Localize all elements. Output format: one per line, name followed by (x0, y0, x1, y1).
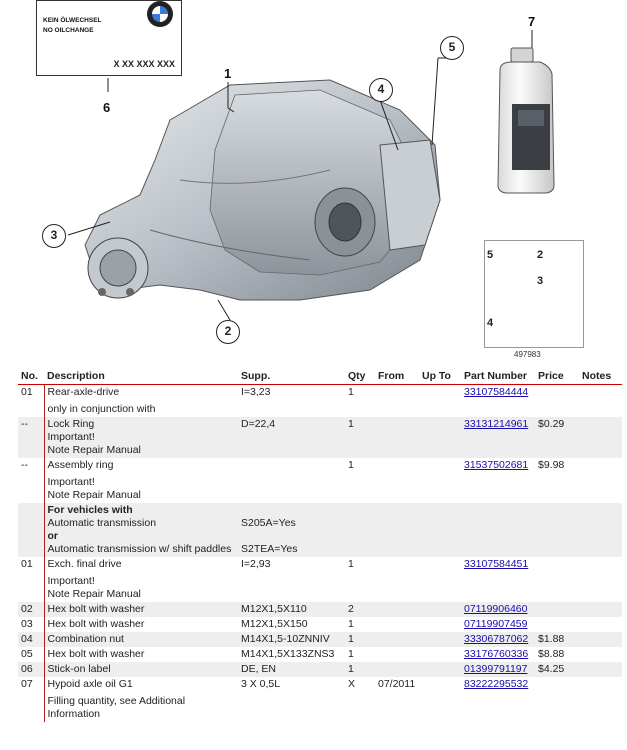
row-qty: 1 (345, 632, 375, 647)
part-number-link[interactable]: 33306787062 (464, 632, 529, 645)
row-description (44, 503, 238, 557)
part-number-link[interactable]: 33107584444 (464, 385, 529, 398)
row-qty: 1 (348, 458, 354, 471)
part-number-link[interactable]: 33131214961 (464, 417, 529, 430)
row-upto (419, 503, 461, 557)
header-notes: Notes (579, 369, 622, 384)
row-qty: 1 (348, 557, 354, 570)
row-description (44, 384, 238, 417)
row-qty: X (348, 677, 356, 690)
row-no: 01 (21, 385, 33, 398)
header-part-number: Part Number (461, 369, 535, 384)
row-price: $0.29 (535, 417, 579, 458)
row-notes (579, 417, 622, 458)
supp-line: S2TEA=Yes (241, 542, 298, 555)
row-qty (345, 503, 375, 557)
row-description (44, 458, 238, 503)
desc-line: Assembly ring (47, 458, 114, 471)
row-no: 06 (18, 662, 44, 677)
row-notes (579, 557, 622, 602)
row-price (535, 677, 579, 722)
row-no: 02 (18, 602, 44, 617)
row-from (375, 458, 419, 503)
row-upto (419, 384, 461, 417)
label-line-1: KEIN ÖLWECHSEL (43, 17, 102, 24)
row-qty: 1 (345, 662, 375, 677)
part-number-link[interactable]: 83222295532 (464, 677, 529, 690)
row-supp: 3 X 0,5L (241, 677, 281, 690)
row-price (535, 617, 579, 632)
row-from (375, 647, 419, 662)
row-description: Hex bolt with washer (44, 617, 238, 632)
figure-id: 497983 (514, 350, 541, 359)
table-row (18, 458, 622, 503)
row-price (535, 557, 579, 602)
part-number-link[interactable]: 31537502681 (464, 458, 529, 471)
desc-line: Note Repair Manual (47, 443, 141, 456)
row-upto (419, 557, 461, 602)
row-supp: M12X1,5X150 (241, 617, 308, 630)
label-code: X XX XXX XXX (113, 59, 175, 69)
row-part-number (461, 503, 535, 557)
row-description (44, 417, 238, 458)
callout-1[interactable]: 1 (224, 66, 232, 81)
table-header-row (18, 369, 622, 384)
row-no: 03 (21, 617, 33, 630)
row-upto (419, 662, 461, 677)
row-no: 07 (21, 677, 33, 690)
row-qty: 1 (345, 417, 375, 458)
desc-line: Important! (47, 430, 95, 443)
row-qty: 1 (348, 385, 354, 398)
parts-table (18, 369, 622, 722)
desc-line: For vehicles with (47, 503, 133, 516)
header-description: Description (44, 369, 238, 384)
table-row (18, 503, 622, 557)
row-upto (419, 617, 461, 632)
desc-line: only in conjunction with (47, 402, 156, 415)
row-from: 07/2011 (378, 677, 416, 690)
callout-6[interactable]: 6 (103, 100, 111, 115)
hardware-detail-box (484, 240, 584, 348)
row-no: 01 (21, 557, 33, 570)
row-notes (579, 677, 622, 722)
row-from (375, 417, 419, 458)
desc-line: Information (47, 707, 101, 720)
desc-line: Rear-axle-drive (47, 385, 120, 398)
table-row (18, 602, 622, 617)
desc-line: Important! (47, 475, 95, 488)
table-row (18, 557, 622, 602)
parts-diagram (0, 0, 627, 366)
row-from (375, 617, 419, 632)
desc-line: Hypoid axle oil G1 (47, 677, 133, 690)
row-upto (419, 417, 461, 458)
row-price (535, 602, 579, 617)
row-from (375, 632, 419, 647)
row-price: $9.98 (538, 458, 565, 471)
table-row (18, 632, 622, 647)
part-number-link[interactable]: 33176760336 (464, 647, 529, 660)
row-from (375, 384, 419, 417)
row-qty: 2 (345, 602, 375, 617)
row-description: Hex bolt with washer (44, 602, 238, 617)
row-price (535, 384, 579, 417)
row-supp: D=22,4 (238, 417, 345, 458)
row-description (44, 677, 238, 722)
row-no (18, 503, 44, 557)
supp-line: S205A=Yes (241, 516, 296, 529)
row-price: $1.88 (535, 632, 579, 647)
row-description: Hex bolt with washer (44, 647, 238, 662)
part-number-link[interactable]: 07119906460 (464, 602, 528, 615)
label-line-2: NO OILCHANGE (43, 27, 94, 34)
hardware-number-4: 4 (487, 317, 494, 329)
row-no: -- (21, 458, 28, 471)
row-from (375, 662, 419, 677)
table-row (18, 647, 622, 662)
row-upto (419, 602, 461, 617)
row-description: Stick-on label (44, 662, 238, 677)
table-row (18, 677, 622, 722)
row-supp: M14X1,5X133ZNS3 (241, 647, 335, 660)
row-supp (238, 503, 345, 557)
desc-line: Automatic transmission w/ shift paddles (47, 542, 232, 555)
desc-line: Automatic transmission (47, 516, 157, 529)
row-notes (579, 647, 622, 662)
row-no: -- (18, 417, 44, 458)
row-notes (579, 602, 622, 617)
table-row (18, 384, 622, 417)
part-number-link[interactable]: 33107584451 (464, 557, 529, 570)
row-upto (419, 647, 461, 662)
row-description (44, 557, 238, 602)
row-supp: M12X1,5X110 (238, 602, 345, 617)
callout-5[interactable]: 5 (440, 36, 464, 60)
table-row (18, 662, 622, 677)
table-row (18, 417, 622, 458)
row-notes (579, 458, 622, 503)
row-from (375, 557, 419, 602)
desc-line: Important! (47, 574, 95, 587)
row-notes (579, 503, 622, 557)
row-no: 05 (21, 647, 33, 660)
row-qty: 1 (348, 617, 354, 630)
row-description: Combination nut (44, 632, 238, 647)
row-supp: I=3,23 (241, 385, 271, 398)
part-number-link[interactable]: 01399791197 (464, 662, 528, 675)
desc-line: Filling quantity, see Additional (47, 694, 186, 707)
callout-4[interactable]: 4 (369, 78, 393, 102)
row-qty: 1 (348, 647, 354, 660)
row-upto (419, 632, 461, 647)
part-number-link[interactable]: 07119907459 (464, 617, 528, 630)
row-supp: I=2,93 (241, 557, 271, 570)
row-price: $8.88 (538, 647, 565, 660)
row-supp (238, 458, 345, 503)
row-supp: DE, EN (238, 662, 345, 677)
row-from (375, 602, 419, 617)
hardware-number-5: 5 (487, 249, 494, 261)
header-supp: Supp. (238, 369, 345, 384)
row-notes (579, 617, 622, 632)
row-notes (579, 662, 622, 677)
desc-line: Note Repair Manual (47, 587, 141, 600)
row-supp: M14X1,5-10ZNNIV (238, 632, 345, 647)
row-price: $4.25 (535, 662, 579, 677)
callout-3[interactable]: 3 (42, 224, 66, 248)
table-row (18, 617, 622, 632)
row-price (535, 503, 579, 557)
desc-line: or (47, 529, 58, 542)
hardware-number-2: 2 (537, 249, 544, 261)
desc-line: Exch. final drive (47, 557, 122, 570)
row-upto (419, 458, 461, 503)
desc-line: Note Repair Manual (47, 488, 141, 501)
header-price: Price (535, 369, 579, 384)
header-no: No. (18, 369, 44, 384)
row-notes (579, 384, 622, 417)
callout-7[interactable]: 7 (528, 14, 536, 29)
header-qty: Qty (345, 369, 375, 384)
header-upto: Up To (419, 369, 461, 384)
row-no: 04 (18, 632, 44, 647)
row-from (375, 503, 419, 557)
callout-2[interactable]: 2 (216, 320, 240, 344)
row-upto (419, 677, 461, 722)
row-notes (579, 632, 622, 647)
desc-line: Lock Ring (47, 417, 95, 430)
hardware-number-3: 3 (537, 275, 544, 287)
header-from: From (375, 369, 419, 384)
